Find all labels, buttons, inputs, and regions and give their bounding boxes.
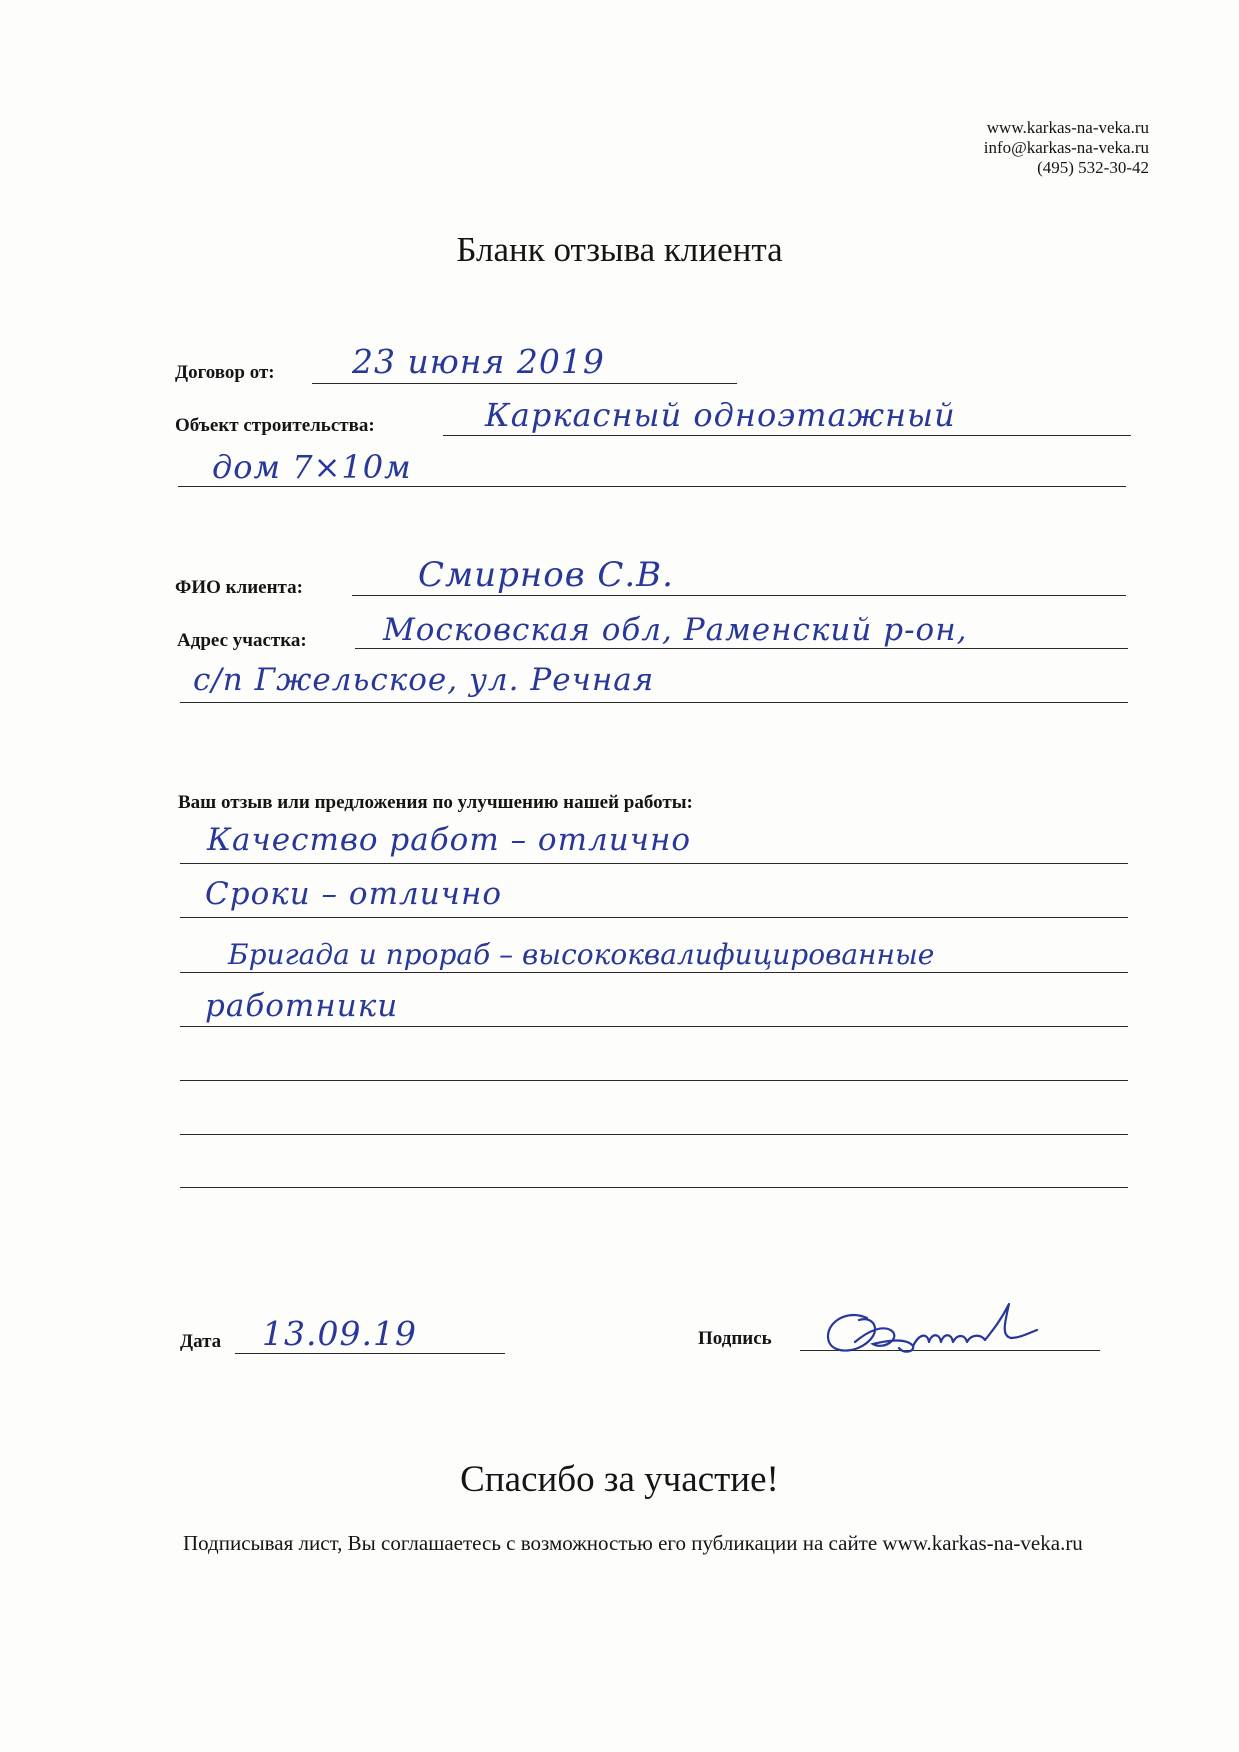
page-title: Бланк отзыва клиента: [456, 230, 783, 269]
feedback-line-5: [180, 1080, 1128, 1081]
handwritten-signature: [815, 1290, 1045, 1370]
contract-date-label: Договор от:: [175, 362, 275, 383]
contract-date-value: 23 июня 2019: [352, 342, 605, 381]
feedback-line-2: [180, 917, 1128, 918]
thanks-heading: Спасибо за участие!: [460, 1459, 779, 1500]
company-contacts: [984, 118, 1149, 178]
plot-address-line-1: [355, 648, 1128, 649]
feedback-line-3: [180, 972, 1128, 973]
company-website: www.karkas-na-veka.ru: [986, 118, 1149, 137]
construction-object-value-1: Каркасный одноэтажный: [485, 396, 956, 434]
feedback-line-4: [180, 1026, 1128, 1027]
feedback-text-3: Бригада и прораб – высококвалифицированные: [228, 938, 935, 971]
company-email: info@karkas-na-veka.ru: [983, 138, 1149, 157]
client-name-value: Смирнов С.В.: [418, 555, 674, 595]
contract-date-line: [312, 383, 737, 384]
date-value: 13.09.19: [262, 1314, 417, 1353]
publication-consent-note: Подписывая лист, Вы соглашаетесь с возможностью его публикации на сайте www.karkas-na-veka.ru: [183, 1531, 1083, 1555]
plot-address-value-2: с/п Гжельское, ул. Речная: [193, 662, 655, 698]
company-phone: (495) 532-30-42: [1037, 158, 1149, 177]
feedback-text-2: Сроки – отлично: [205, 876, 503, 912]
feedback-text-1: Качество работ – отлично: [207, 822, 692, 858]
client-name-label: ФИО клиента:: [175, 577, 303, 598]
plot-address-label: Адрес участка:: [177, 630, 307, 651]
signature-label: Подпись: [698, 1328, 772, 1349]
plot-address-line-2: [180, 702, 1128, 703]
feedback-line-1: [180, 863, 1128, 864]
feedback-text-4: работники: [205, 988, 399, 1024]
construction-object-label: Объект строительства:: [175, 415, 375, 436]
construction-object-line-1: [443, 435, 1131, 436]
plot-address-value-1: Московская обл, Раменский р-он,: [383, 612, 968, 648]
feedback-label: Ваш отзыв или предложения по улучшению нашей работы:: [178, 792, 693, 813]
date-label: Дата: [180, 1331, 222, 1352]
date-line: [235, 1353, 505, 1354]
feedback-line-7: [180, 1187, 1128, 1188]
construction-object-line-2: [178, 486, 1126, 487]
construction-object-value-2: дом 7×10м: [212, 448, 412, 486]
feedback-line-6: [180, 1134, 1128, 1135]
client-name-line: [352, 595, 1126, 596]
